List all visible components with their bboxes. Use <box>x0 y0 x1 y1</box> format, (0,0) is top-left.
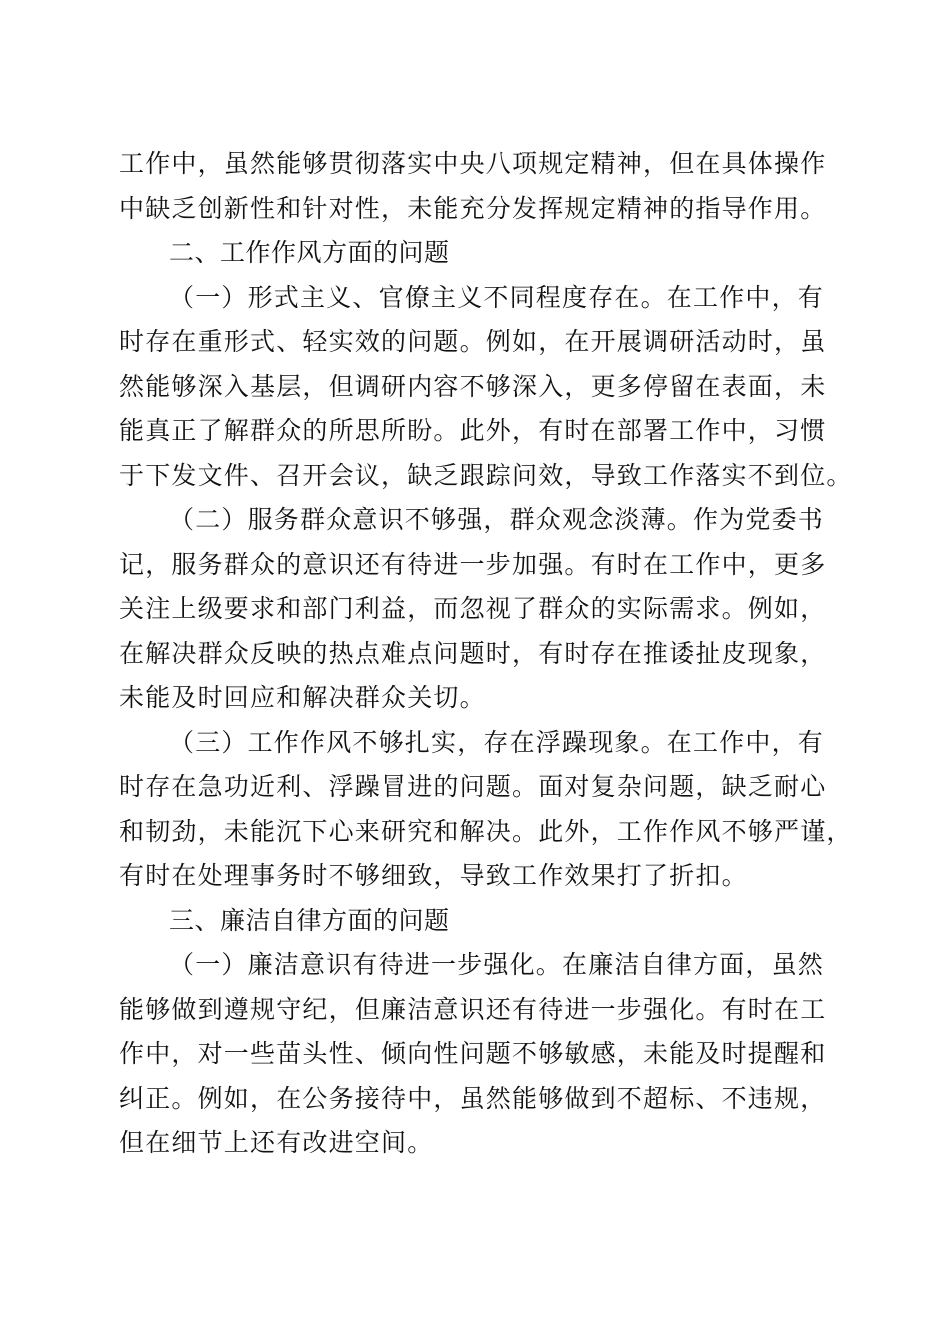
text-line: 但在细节上还有改进空间。 <box>119 1128 434 1157</box>
text-line: 能真正了解群众的所思所盼。此外，有时在部署工作中，习惯 <box>119 416 827 445</box>
text-line: 作中，对一些苗头性、倾向性问题不够敏感，未能及时提醒和 <box>119 1039 827 1068</box>
text-line: 纠正。例如，在公务接待中，虽然能够做到不超标、不违规， <box>119 1083 827 1113</box>
text-line: 中缺乏创新性和针对性，未能充分发挥规定精神的指导作用。 <box>119 193 827 223</box>
paragraph-first-line: （二）服务群众意识不够强，群众观念淡薄。作为党委书 <box>169 505 825 534</box>
text-line: 工作中，虽然能够贯彻落实中央八项规定精神，但在具体操作 <box>119 149 827 178</box>
section-heading: 三、廉洁自律方面的问题 <box>169 905 450 935</box>
paragraph-first-line: （三）工作作风不够扎实，存在浮躁现象。在工作中，有 <box>169 727 825 757</box>
section-heading: 二、工作作风方面的问题 <box>169 238 450 267</box>
text-line: 在解决群众反映的热点难点问题时，有时存在推诿扯皮现象， <box>119 638 827 668</box>
text-line: 于下发文件、召开会议，缺乏跟踪问效，导致工作落实不到位。 <box>119 460 853 490</box>
text-line: 能够做到遵规守纪，但廉洁意识还有待进一步强化。有时在工 <box>119 994 827 1024</box>
text-line: 未能及时回应和解决群众关切。 <box>119 683 486 712</box>
document-body <box>119 142 853 1166</box>
text-line: 和韧劲，未能沉下心来研究和解决。此外，工作作风不够严谨， <box>119 816 853 846</box>
paragraph-first-line: （一）形式主义、官僚主义不同程度存在。在工作中，有 <box>169 282 825 312</box>
text-line: 记，服务群众的意识还有待进一步加强。有时在工作中，更多 <box>119 549 827 579</box>
paragraph-first-line: （一）廉洁意识有待进一步强化。在廉洁自律方面，虽然 <box>169 950 825 979</box>
text-line: 时存在急功近利、浮躁冒进的问题。面对复杂问题，缺乏耐心 <box>119 772 827 801</box>
text-line: 关注上级要求和部门利益，而忽视了群众的实际需求。例如， <box>119 594 827 623</box>
text-line: 有时在处理事务时不够细致，导致工作效果打了折扣。 <box>119 861 748 890</box>
text-line: 时存在重形式、轻实效的问题。例如，在开展调研活动时，虽 <box>119 327 827 356</box>
text-line: 然能够深入基层，但调研内容不够深入，更多停留在表面，未 <box>119 371 827 401</box>
